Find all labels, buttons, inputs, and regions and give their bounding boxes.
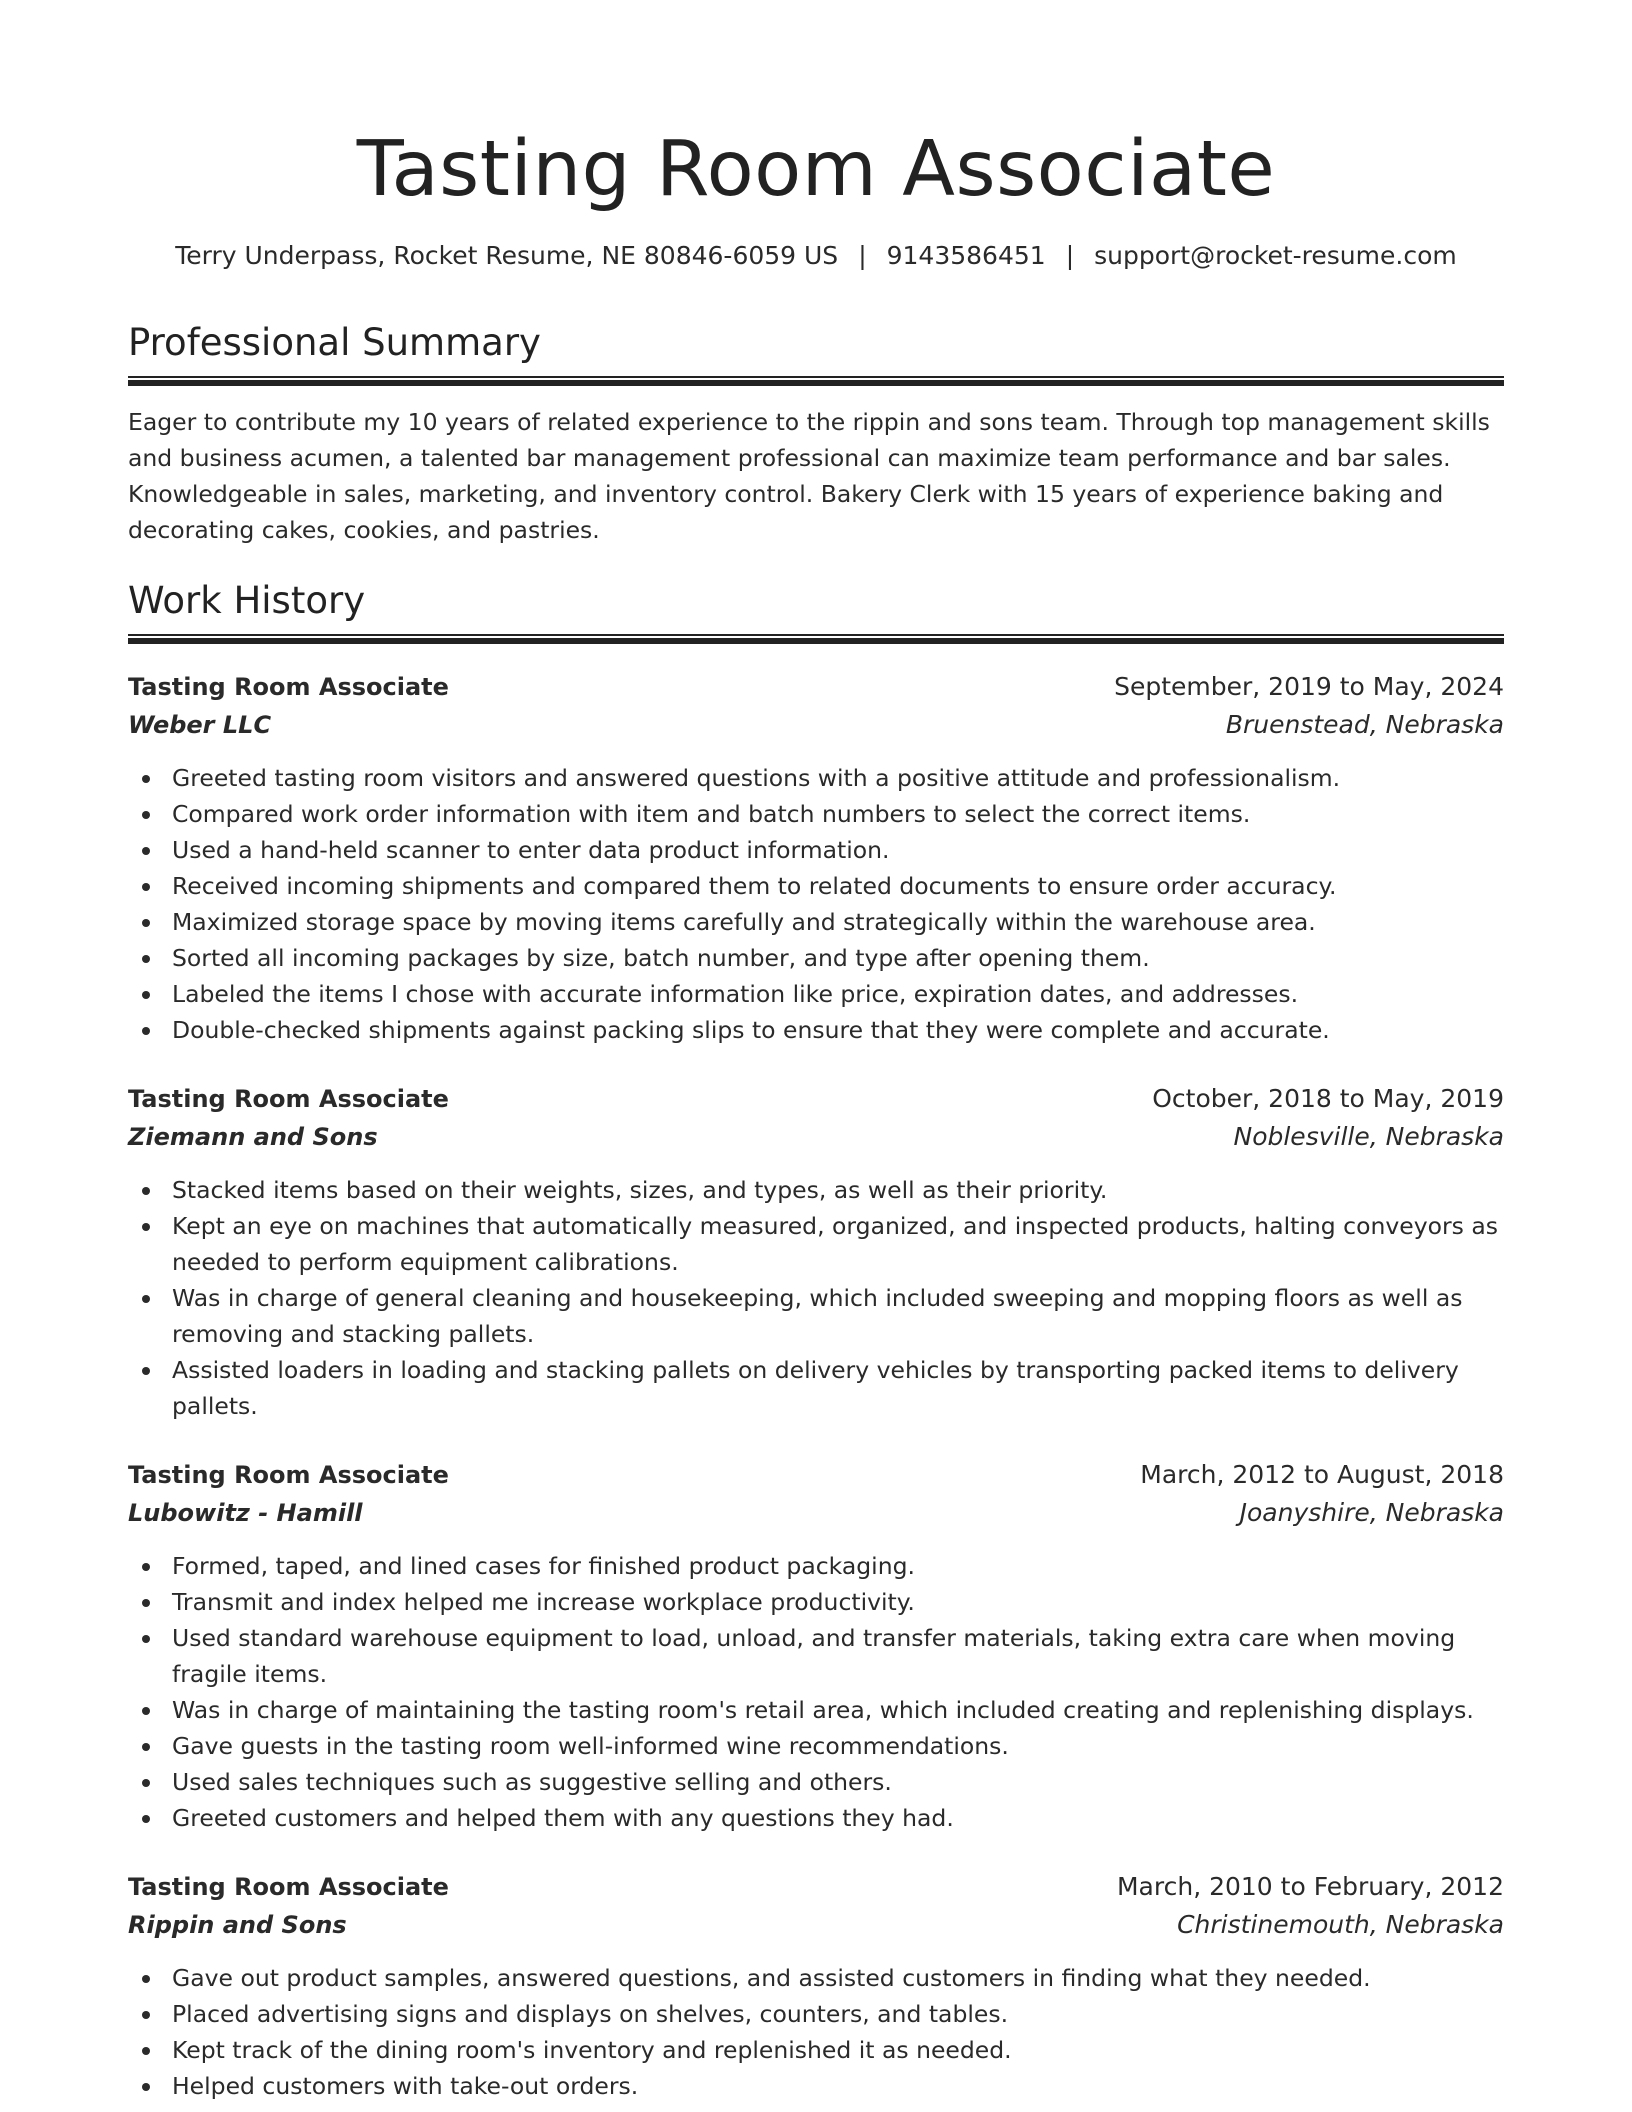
job-dates: September, 2019 to May, 2024	[1114, 672, 1504, 701]
summary-heading: Professional Summary	[128, 321, 541, 364]
job-duty	[172, 1172, 1504, 1208]
bullet-icon	[142, 1743, 150, 1751]
job-duty	[172, 1728, 1504, 1764]
job-duty-text: Gave out product samples, answered questions, and assisted customers in finding what they needed.	[172, 1964, 1371, 1992]
bullet-icon	[142, 1599, 150, 1607]
job-duty-text: Compared work order information with item and batch numbers to select the correct items.	[172, 800, 1251, 828]
job-duty	[172, 1692, 1504, 1728]
job-company: Ziemann and Sons	[128, 1123, 378, 1151]
job-duty	[172, 940, 1504, 976]
summary-text: Eager to contribute my 10 years of related experience to the rippin and sons team. Through top management skills and business acumen, a talented bar management professional can maximize team performance and bar sales. Knowledgeable in sales, marketing, and inventory control. Bakery Clerk with 15 years of experience baking and decorating cakes, cookies, and pastries.	[128, 408, 1490, 544]
job-title: Tasting Room Associate	[128, 1085, 449, 1113]
job-header-row	[128, 1456, 1504, 1494]
job-duty-text: Double-checked shipments against packing slips to ensure that they were complete and accurate.	[172, 1016, 1330, 1044]
job-dates: October, 2018 to May, 2019	[1152, 1084, 1504, 1113]
bullet-icon	[142, 919, 150, 927]
bullet-icon	[142, 991, 150, 999]
job-duty-text: Placed advertising signs and displays on shelves, counters, and tables.	[172, 2000, 1009, 2028]
job-duty-text: Helped customers with take-out orders.	[172, 2072, 639, 2100]
job-duty-text: Gave guests in the tasting room well-informed wine recommendations.	[172, 1732, 1009, 1760]
job-title: Tasting Room Associate	[128, 1461, 449, 1489]
job-duty	[172, 1960, 1504, 1996]
bullet-icon	[142, 1367, 150, 1375]
job-company-row	[128, 706, 1504, 744]
bullet-icon	[142, 1295, 150, 1303]
bullet-icon	[142, 1187, 150, 1195]
job-entry	[128, 1456, 1504, 1836]
work-history-divider	[128, 634, 1504, 644]
job-duty-text: Labeled the items I chose with accurate information like price, expiration dates, and addresses.	[172, 980, 1299, 1008]
job-header-row	[128, 668, 1504, 706]
job-company-row	[128, 1494, 1504, 1532]
job-duties-list	[128, 1172, 1504, 1424]
job-company-row	[128, 1906, 1504, 1944]
job-duty-text: Stacked items based on their weights, sizes, and types, as well as their priority.	[172, 1176, 1108, 1204]
job-company: Lubowitz - Hamill	[128, 1499, 363, 1527]
job-duty-text: Sorted all incoming packages by size, batch number, and type after opening them.	[172, 944, 1150, 972]
job-duty	[172, 1012, 1504, 1048]
bullet-icon	[142, 2083, 150, 2091]
job-dates: March, 2010 to February, 2012	[1116, 1872, 1504, 1901]
job-duty	[172, 796, 1504, 832]
job-entry	[128, 1080, 1504, 1424]
resume-title: Tasting Room Associate	[356, 125, 1276, 214]
job-duty-text: Formed, taped, and lined cases for finished product packaging.	[172, 1552, 915, 1580]
job-duties-list	[128, 1960, 1504, 2104]
bullet-icon	[142, 811, 150, 819]
bullet-icon	[142, 1223, 150, 1231]
job-duty	[172, 1280, 1504, 1352]
contact-line	[128, 238, 1504, 274]
job-entry	[128, 668, 1504, 1048]
job-location: Christinemouth, Nebraska	[1177, 1910, 1504, 1939]
job-duty	[172, 1996, 1504, 2032]
contact-email[interactable]: support@rocket-resume.com	[1094, 241, 1457, 270]
job-duty	[172, 1584, 1504, 1620]
job-duty-text: Kept an eye on machines that automatically measured, organized, and inspected products, halting conveyors as needed to perform equipment calibrations.	[172, 1212, 1499, 1276]
job-location: Noblesville, Nebraska	[1233, 1122, 1504, 1151]
job-duty-text: Maximized storage space by moving items carefully and strategically within the warehouse area.	[172, 908, 1316, 936]
job-duty-text: Was in charge of maintaining the tasting room's retail area, which included creating and replenishing displays.	[172, 1696, 1474, 1724]
job-header-row	[128, 1080, 1504, 1118]
job-duties-list	[128, 1548, 1504, 1836]
job-company: Weber LLC	[128, 711, 272, 739]
job-duty-text: Greeted tasting room visitors and answered questions with a positive attitude and professionalism.	[172, 764, 1341, 792]
job-location: Joanyshire, Nebraska	[1239, 1498, 1504, 1527]
work-history-heading: Work History	[128, 579, 366, 622]
job-duty	[172, 976, 1504, 1012]
bullet-icon	[142, 1707, 150, 1715]
job-duty-text: Received incoming shipments and compared them to related documents to ensure order accuracy.	[172, 872, 1337, 900]
job-duty-text: Used standard warehouse equipment to load, unload, and transfer materials, taking extra care when moving fragile items.	[172, 1624, 1456, 1688]
job-duty	[172, 1800, 1504, 1836]
bullet-icon	[142, 2011, 150, 2019]
job-duty	[172, 832, 1504, 868]
job-location: Bruenstead, Nebraska	[1225, 710, 1504, 739]
job-duty	[172, 760, 1504, 796]
job-header-row	[128, 1868, 1504, 1906]
bullet-icon	[142, 1975, 150, 1983]
bullet-icon	[142, 2047, 150, 2055]
job-duty	[172, 1548, 1504, 1584]
job-duty-text: Greeted customers and helped them with any questions they had.	[172, 1804, 954, 1832]
job-duty-text: Used a hand-held scanner to enter data product information.	[172, 836, 890, 864]
job-duty-text: Used sales techniques such as suggestive selling and others.	[172, 1768, 892, 1796]
bullet-icon	[142, 775, 150, 783]
job-dates: March, 2012 to August, 2018	[1140, 1460, 1504, 1489]
job-title: Tasting Room Associate	[128, 1873, 449, 1901]
job-duty-text: Transmit and index helped me increase workplace productivity.	[172, 1588, 915, 1616]
bullet-icon	[142, 1563, 150, 1571]
job-title: Tasting Room Associate	[128, 673, 449, 701]
job-duty-text: Kept track of the dining room's inventory and replenished it as needed.	[172, 2036, 1012, 2064]
job-duties-list	[128, 760, 1504, 1048]
job-duty	[172, 2068, 1504, 2104]
job-duty	[172, 1208, 1504, 1280]
bullet-icon	[142, 1027, 150, 1035]
bullet-icon	[142, 1815, 150, 1823]
job-duty	[172, 868, 1504, 904]
summary-divider	[128, 376, 1504, 386]
bullet-icon	[142, 955, 150, 963]
contact-address: Terry Underpass, Rocket Resume, NE 80846-6059 US	[175, 241, 839, 270]
job-duty-text: Was in charge of general cleaning and housekeeping, which included sweeping and mopping floors as well as removing and stacking pallets.	[172, 1284, 1463, 1348]
job-entry	[128, 1868, 1504, 2104]
job-duty	[172, 1352, 1504, 1424]
bullet-icon	[142, 1779, 150, 1787]
job-company-row	[128, 1118, 1504, 1156]
job-duty	[172, 1620, 1504, 1692]
job-duty	[172, 904, 1504, 940]
job-company: Rippin and Sons	[128, 1911, 347, 1939]
contact-phone: 9143586451	[886, 241, 1046, 270]
job-duty	[172, 2032, 1504, 2068]
contact-separator: |	[858, 241, 867, 270]
contact-separator: |	[1065, 241, 1075, 270]
job-duty	[172, 1764, 1504, 1800]
bullet-icon	[142, 847, 150, 855]
bullet-icon	[142, 883, 150, 891]
job-duty-text: Assisted loaders in loading and stacking pallets on delivery vehicles by transporting packed items to delivery pallets.	[172, 1356, 1459, 1420]
bullet-icon	[142, 1635, 150, 1643]
